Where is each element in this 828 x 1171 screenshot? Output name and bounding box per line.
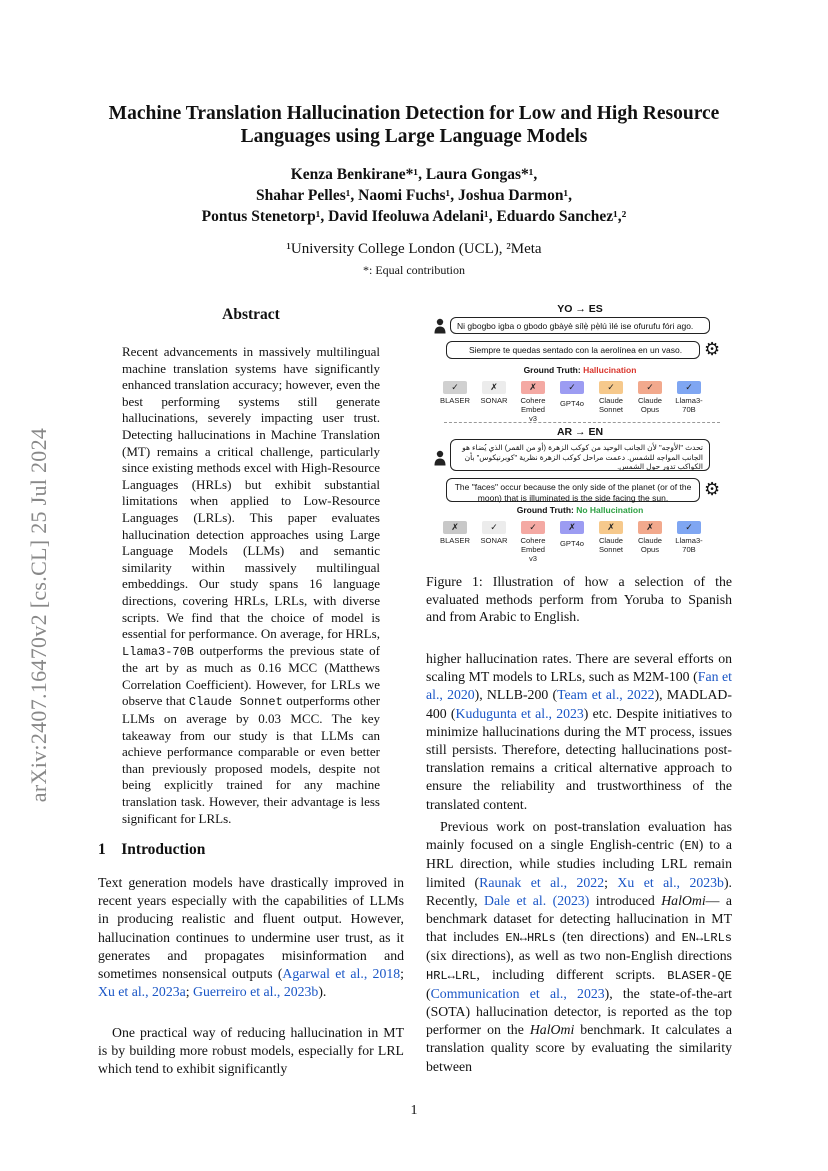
paper-title: Machine Translation Hallucination Detection for Low and High Resource Languages using Large Language Models [108, 103, 720, 147]
result-mark: ✓ [599, 381, 623, 394]
affiliations: ¹University College London (UCL), ²Meta [286, 241, 542, 257]
author-line-3: Pontus Stenetorp¹, David Ifeoluwa Adelani¹, Eduardo Sanchez¹,² [201, 208, 627, 225]
model-name-claude-sonnet: Claude Sonnet [188, 695, 283, 710]
text-span: (ten directions) and [555, 929, 682, 945]
result-mark: ✓ [482, 521, 506, 534]
text-span: introduced [589, 892, 662, 908]
model-label: Claude Opus [637, 536, 663, 554]
source-bubble-yoruba: Ni gbogbo igba o gbodo gbàyè sílẹ̀ pẹ̀lú ìlé ise ofurufu fóri ago. [450, 317, 710, 334]
panel-divider [444, 422, 720, 423]
translation-bubble-english: The "faces" occur because the only side of the planet (or of the moon) that is illuminated is the side facing the sun. [446, 478, 700, 502]
model-label: Cohere Embed v3 [520, 396, 546, 423]
model-label: Claude Sonnet [598, 396, 624, 414]
direction-label-yo-es: YO → ES [557, 303, 603, 315]
result-mark: ✓ [521, 521, 545, 534]
intro-p1-text: Text generation models have drastically improved in recent years especially with the capabilities of LLMs in producing realistic and fluent output. However, hallucination continues to undermine user trust, as it generates and propagates misinformation and sometimes nonsensical outputs ( [98, 875, 404, 982]
ground-truth-1 [430, 365, 730, 375]
text-span: ), the state-of-the-art (SOTA) hallucination detector, is reported as the top performer on the [426, 985, 732, 1038]
result-mark: ✓ [677, 521, 701, 534]
model-cell-cohere [518, 381, 548, 423]
abstract-text-b: outperforms the previous state of the art by as much as 0.16 MCC (Matthews Correlation Coefficient). However, for LRLs we observe that [122, 642, 381, 709]
citation-separator: ; [604, 874, 618, 890]
abstract-body [122, 344, 380, 827]
model-label: SONAR [480, 536, 508, 545]
text-span: benchmark. It calculates a translation quality score by evaluating the similarity between [426, 1022, 732, 1074]
code-en: EN [684, 839, 699, 854]
abstract-text-c: outperforms other LLMs on average by 0.03 MCC. The key takeaway from our study is that LLMs can achieve performance comparable or even better than previously proposed models, despite not being explicitly trained for any machine translation task. However, their advantage is less significant for LRLs. [122, 693, 381, 826]
result-mark: ✗ [482, 381, 506, 394]
citation-separator: ; [185, 984, 194, 1000]
text-span: ) to a HRL direction, while studies including LRL remain limited ( [426, 837, 732, 890]
model-label: Llama3-70B [675, 536, 703, 554]
text-span: ), NLLB-200 ( [474, 687, 558, 703]
model-cell-claude-opus [635, 521, 665, 554]
user-icon [434, 450, 446, 466]
text-span: Previous work on post-translation evaluation has mainly focused on a single English-centric ( [426, 819, 732, 853]
code-direction: EN↔LRLs [681, 931, 732, 946]
model-cell-blaser [440, 381, 470, 405]
model-cell-claude-sonnet [596, 381, 626, 414]
section-title: Introduction [121, 841, 206, 858]
author-line-1: Kenza Benkirane*¹, Laura Gongas*¹, [290, 166, 538, 183]
citation-fan[interactable]: Fan et al., 2020 [426, 669, 733, 703]
arxiv-id-text: arXiv:2407.16470v2 [cs.CL] 25 Jul 2024 [26, 427, 51, 803]
result-mark: ✓ [443, 381, 467, 394]
citation-raunak[interactable]: Raunak et al., 2022 [479, 874, 605, 890]
code-direction: EN↔HRLs [505, 931, 556, 946]
model-label: BLASER [440, 536, 470, 545]
model-label: GPT4o [559, 399, 585, 408]
code-model-name: BLASER-QE [667, 968, 732, 983]
robot-icon: ⚙ [704, 339, 721, 359]
ground-truth-value: Hallucination [583, 365, 637, 375]
figure-1 [430, 300, 730, 563]
intro-paragraph-2: One practical way of reducing hallucination in MT is by building more robust models, especially for LRL which tend to exhibit significantly [98, 1025, 404, 1077]
result-mark: ✗ [638, 521, 662, 534]
code-direction: HRL↔LRL [426, 968, 477, 983]
model-cell-llama [674, 381, 704, 414]
model-label: Llama3-70B [675, 396, 703, 414]
text-span: higher hallucination rates. There are several efforts on scaling MT models to LRLs, such as M2M-100 ( [426, 651, 732, 685]
citation-kudugunta[interactable]: Kudugunta et al., 2023 [455, 705, 584, 721]
author-list [120, 164, 708, 227]
translation-bubble-spanish: Siempre te quedas sentado con la aerolínea en un vaso. [446, 341, 700, 359]
equal-contribution-note: *: Equal contribution [363, 263, 465, 277]
text-span: (six directions), as well as two non-English directions [426, 948, 732, 964]
result-mark: ✓ [560, 381, 584, 394]
page-number: 1 [410, 1103, 418, 1118]
result-mark: ✓ [638, 381, 662, 394]
text-span: , including different scripts. [476, 966, 668, 982]
model-cell-llama [674, 521, 704, 554]
result-mark: ✓ [677, 381, 701, 394]
model-cell-cohere [518, 521, 548, 563]
model-label: GPT4o [559, 539, 585, 548]
ground-truth-label: Ground Truth: [516, 505, 577, 515]
dataset-name: HalOmi [529, 1022, 575, 1038]
model-cell-sonar [479, 521, 509, 545]
citation-separator: ; [400, 966, 404, 982]
model-cell-gpt4o [557, 521, 587, 548]
result-mark: ✗ [560, 521, 584, 534]
ground-truth-2 [430, 505, 730, 515]
model-cell-claude-opus [635, 381, 665, 414]
arxiv-identifier [4, 380, 74, 850]
abstract-text-a: Recent advancements in massively multilingual machine translation systems have significantly enhanced translation accuracy; however, even the best performing systems still generate hallucinations, severely impacting user trust. Detecting hallucinations in Machine Translation (MT) remains a critical challenge, particularly since existing methods excel with High-Resource Languages (HRLs) but exhibit substantial limitations when applied to Low-Resource Languages (LRLs). This paper evaluates hallucination detection approaches using Large Language Models (LLMs) and semantic similarity within massively multilingual embeddings. Our study spans 16 language directions, covering HRLs, LRLs, with diverse scripts. We find that the choice of model is essential for performance. On average, for HRLs, [122, 344, 380, 642]
model-label: BLASER [440, 396, 470, 405]
intro-p1-end: ). [318, 984, 327, 1000]
ground-truth-label: Ground Truth: [523, 365, 584, 375]
author-line-2: Shahar Pelles¹, Naomi Fuchs¹, Joshua Darmon¹, [256, 187, 572, 204]
ground-truth-value: No Hallucination [576, 505, 644, 515]
model-cell-gpt4o [557, 381, 587, 408]
citation-agarwal[interactable]: Agarwal et al., 2018 [282, 966, 401, 982]
citation-xu-2023b[interactable]: Xu et al., 2023b [617, 874, 724, 890]
model-cell-blaser [440, 521, 470, 545]
text-span: — a benchmark dataset for detecting hallucination in MT that includes [426, 892, 732, 945]
source-bubble-arabic: تحدث "الأوجه" لأن الجانب الوحيد من كوكب الزهرة (أو من القمر) الذي يُضاء هو الجانب المواجه للشمس. دعمت مراحل كوكب الزهرة نظرية "كوبرنيكوس" بأن الكواكب تدور حول الشمس. [450, 439, 710, 471]
model-cell-claude-sonnet [596, 521, 626, 554]
citation-xu-2023a[interactable]: Xu et al., 2023a [98, 984, 186, 1000]
text-span: ), MADLAD-400 ( [426, 687, 732, 721]
right-paragraph-2 [426, 818, 732, 1076]
dataset-name: HalOmi [661, 892, 706, 908]
figure-1-caption: Figure 1: Illustration of how a selection of the evaluated methods perform from Yoruba to Spanish and from Arabic to English. [426, 574, 732, 625]
right-paragraph-1 [426, 650, 732, 814]
direction-label-ar-en: AR → EN [556, 426, 604, 438]
user-icon [434, 318, 446, 334]
model-label: Claude Sonnet [598, 536, 624, 554]
model-name-llama: Llama3-70B [122, 644, 195, 659]
citation-communication[interactable]: Communication et al., 2023 [430, 985, 605, 1001]
model-label: SONAR [480, 396, 508, 405]
model-label: Claude Opus [637, 396, 663, 414]
result-mark: ✗ [443, 521, 467, 534]
citation-dale[interactable]: Dale et al. (2023) [484, 892, 590, 908]
text-span: ) etc. Despite initiatives to minimize hallucinations during the MT process, issues still persists. Therefore, detecting hallucinations post-translation remains a critical alternative approach to ensure the reliability and trustworthiness of the translated content. [426, 705, 732, 812]
abstract-heading: Abstract [222, 306, 280, 323]
citation-team[interactable]: Team et al., 2022 [557, 687, 655, 703]
robot-icon: ⚙ [704, 479, 721, 499]
text-span: ). Recently, [426, 874, 732, 908]
model-label: Cohere Embed v3 [520, 536, 546, 563]
citation-guerreiro[interactable]: Guerreiro et al., 2023b [193, 984, 319, 1000]
text-span: ( [426, 985, 431, 1001]
intro-paragraph-1 [98, 874, 404, 1001]
section-heading-introduction [98, 841, 205, 859]
result-mark: ✗ [521, 381, 545, 394]
model-cell-sonar [479, 381, 509, 405]
result-mark: ✗ [599, 521, 623, 534]
section-number: 1 [98, 841, 106, 858]
